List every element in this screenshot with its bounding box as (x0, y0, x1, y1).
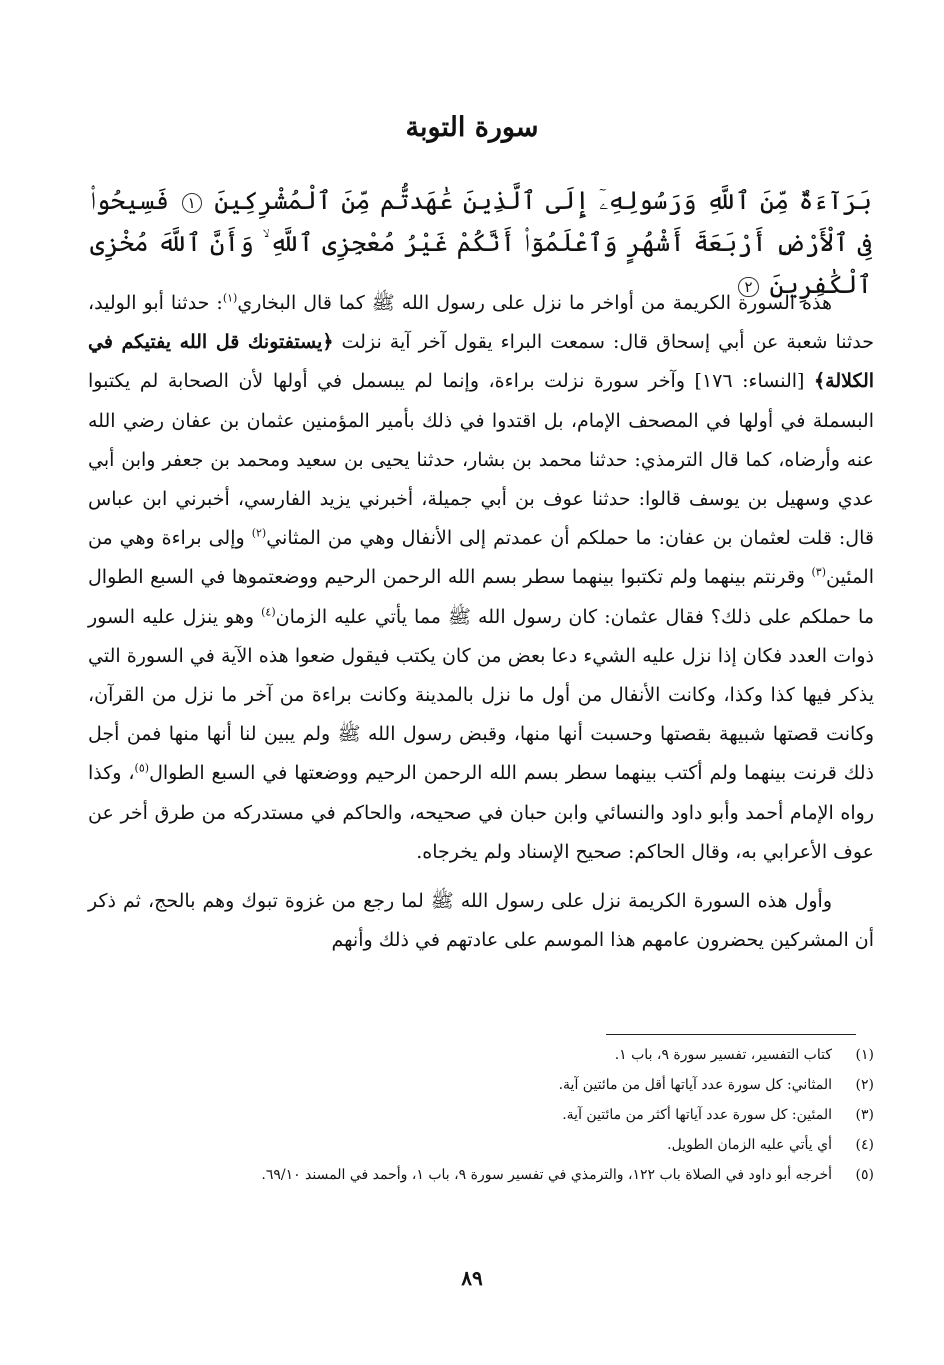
commentary-body (88, 284, 874, 960)
footnote-text: أي يأتي عليه الزمان الطويل. (667, 1137, 832, 1153)
page-number: ٨٩ (461, 1266, 483, 1290)
footnote-number: (٥) (855, 1167, 874, 1183)
text-segment: [النساء: ١٧٦] وآخر سورة نزلت براءة، وإنما لم يبسمل في أولها لأن الصحابة لم يكتبوا البسملة في أولها في المصحف الإمام، بل اقتدوا في ذلك بأمير المؤمنين عثمان بن عفان رضي الله عنه وأرضاه، كما قال الترمذي: حدثنا محمد بن بشار، حدثنا يحيى بن سعيد ومحمد بن جعفر وابن أبي عدي وسهيل بن يوسف قالوا: حدثنا عوف بن أبي جميلة، أخبرني يزيد الفارسي، أخبرني ابن عباس قال: قلت لعثمان بن عفان: ما حملكم أن عمدتم إلى الأنفال وهي من المثاني (88, 370, 874, 550)
surah-title: سورة التوبة (405, 112, 539, 143)
ayah-number-2: ٢ (738, 277, 758, 297)
footnote-number: (٢) (855, 1077, 874, 1093)
ayah-number-1: ١ (182, 193, 202, 213)
quoted-verse: ﴿يستفتونك قل الله يفتيكم في الكلالة﴾ (88, 331, 875, 393)
footnote-number: (١) (855, 1047, 874, 1063)
footnote-number: (٤) (855, 1137, 874, 1153)
footnote-text: كتاب التفسير، تفسير سورة ٩، باب ١. (614, 1047, 832, 1063)
text-segment: وإلى براءة وهي من المئين (88, 527, 874, 589)
footnote-ref-4: (٤) (261, 605, 276, 619)
quran-verse-2: فَسِيحُوا۟ فِى ٱلْأَرْضِ أَرْبَعَةَ أَشْهُرٍ وَٱعْلَمُوٓا۟ أَنَّكُمْ غَيْرُ مُعْجِزِى ٱللَّهِ ۙ وَأَنَّ ٱللَّهَ مُخْزِى ٱلْكَٰفِرِينَ (90, 186, 872, 299)
commentary-paragraph-2: وأول هذه السورة الكريمة نزل على رسول الله ﷺ لما رجع من غزوة تبوك وهم بالحج، ثم ذكر أن المشركين يحضرون عامهم هذا الموسم على عادتهم في ذلك وأنهم (88, 890, 874, 952)
footnotes-list (88, 1040, 874, 1190)
quran-verse-1: بَرَآءَةٌ مِّنَ ٱللَّهِ وَرَسُولِهِۦٓ إِلَى ٱلَّذِينَ عَٰهَدتُّم مِّنَ ٱلْمُشْرِكِينَ (214, 186, 872, 215)
footnote-number: (٣) (855, 1107, 874, 1123)
footnote-ref-3: (٣) (811, 566, 827, 580)
text-segment: هذه السورة الكريمة من أواخر ما نزل على رسول الله ﷺ كما قال البخاري (237, 292, 832, 314)
footnote-item (88, 1130, 874, 1160)
commentary-paragraph-1 (88, 284, 874, 872)
text-segment: : حدثنا أبو الوليد، حدثنا شعبة عن أبي إسحاق قال: سمعت البراء يقول آخر آية نزلت (88, 292, 874, 354)
footnote-ref-2: (٢) (251, 526, 267, 540)
footnote-text: أخرجه أبو داود في الصلاة باب ١٢٢، والترمذي في تفسير سورة ٩، باب ١، وأحمد في المسند ٦٩/١٠. (261, 1167, 832, 1183)
footnote-text: المثاني: كل سورة عدد آياتها أقل من مائتين آية. (558, 1077, 832, 1093)
footnote-ref-5: (٥) (134, 762, 150, 776)
text-segment: وقرنتم بينهما ولم تكتبوا بينهما سطر بسم الله الرحمن الرحيم ووضعتموها في السبع الطوال ما حملكم على ذلك؟ فقال عثمان: كان رسول الله ﷺ مما يأتي عليه الزمان (88, 566, 874, 628)
footnote-item (88, 1100, 874, 1130)
footnote-divider (606, 1034, 856, 1035)
footnote-item (88, 1160, 874, 1190)
footnote-item (88, 1040, 874, 1070)
text-segment: وهو ينزل عليه السور ذوات العدد فكان إذا نزل عليه الشيء دعا بعض من كان يكتب فيقول ضعوا هذه الآية في السورة التي يذكر فيها كذا وكذا، وكانت الأنفال من أول ما نزل بالمدينة وكانت براءة من آخر ما نزل من القرآن، وكانت قصتها شبيهة بقصتها وحسبت أنها منها، وقبض رسول الله ﷺ ولم يبين لنا أنها منها فمن أجل ذلك قرنت بينهما ولم أكتب بينهما سطر بسم الله الرحمن الرحيم ووضعتها في السبع الطوال (88, 605, 874, 785)
footnote-text: المئين: كل سورة عدد آياتها أكثر من مائتين آية. (562, 1107, 832, 1123)
text-segment: ، وكذا رواه الإمام أحمد وأبو داود والنسائي وابن حبان في صحيحه، والحاكم في مستدركه من طرق أخر عن عوف الأعرابي به، وقال الحاكم: صحيح الإسناد ولم يخرجاه. (88, 762, 874, 863)
footnote-ref-1: (١) (222, 291, 238, 305)
footnote-item (88, 1070, 874, 1100)
